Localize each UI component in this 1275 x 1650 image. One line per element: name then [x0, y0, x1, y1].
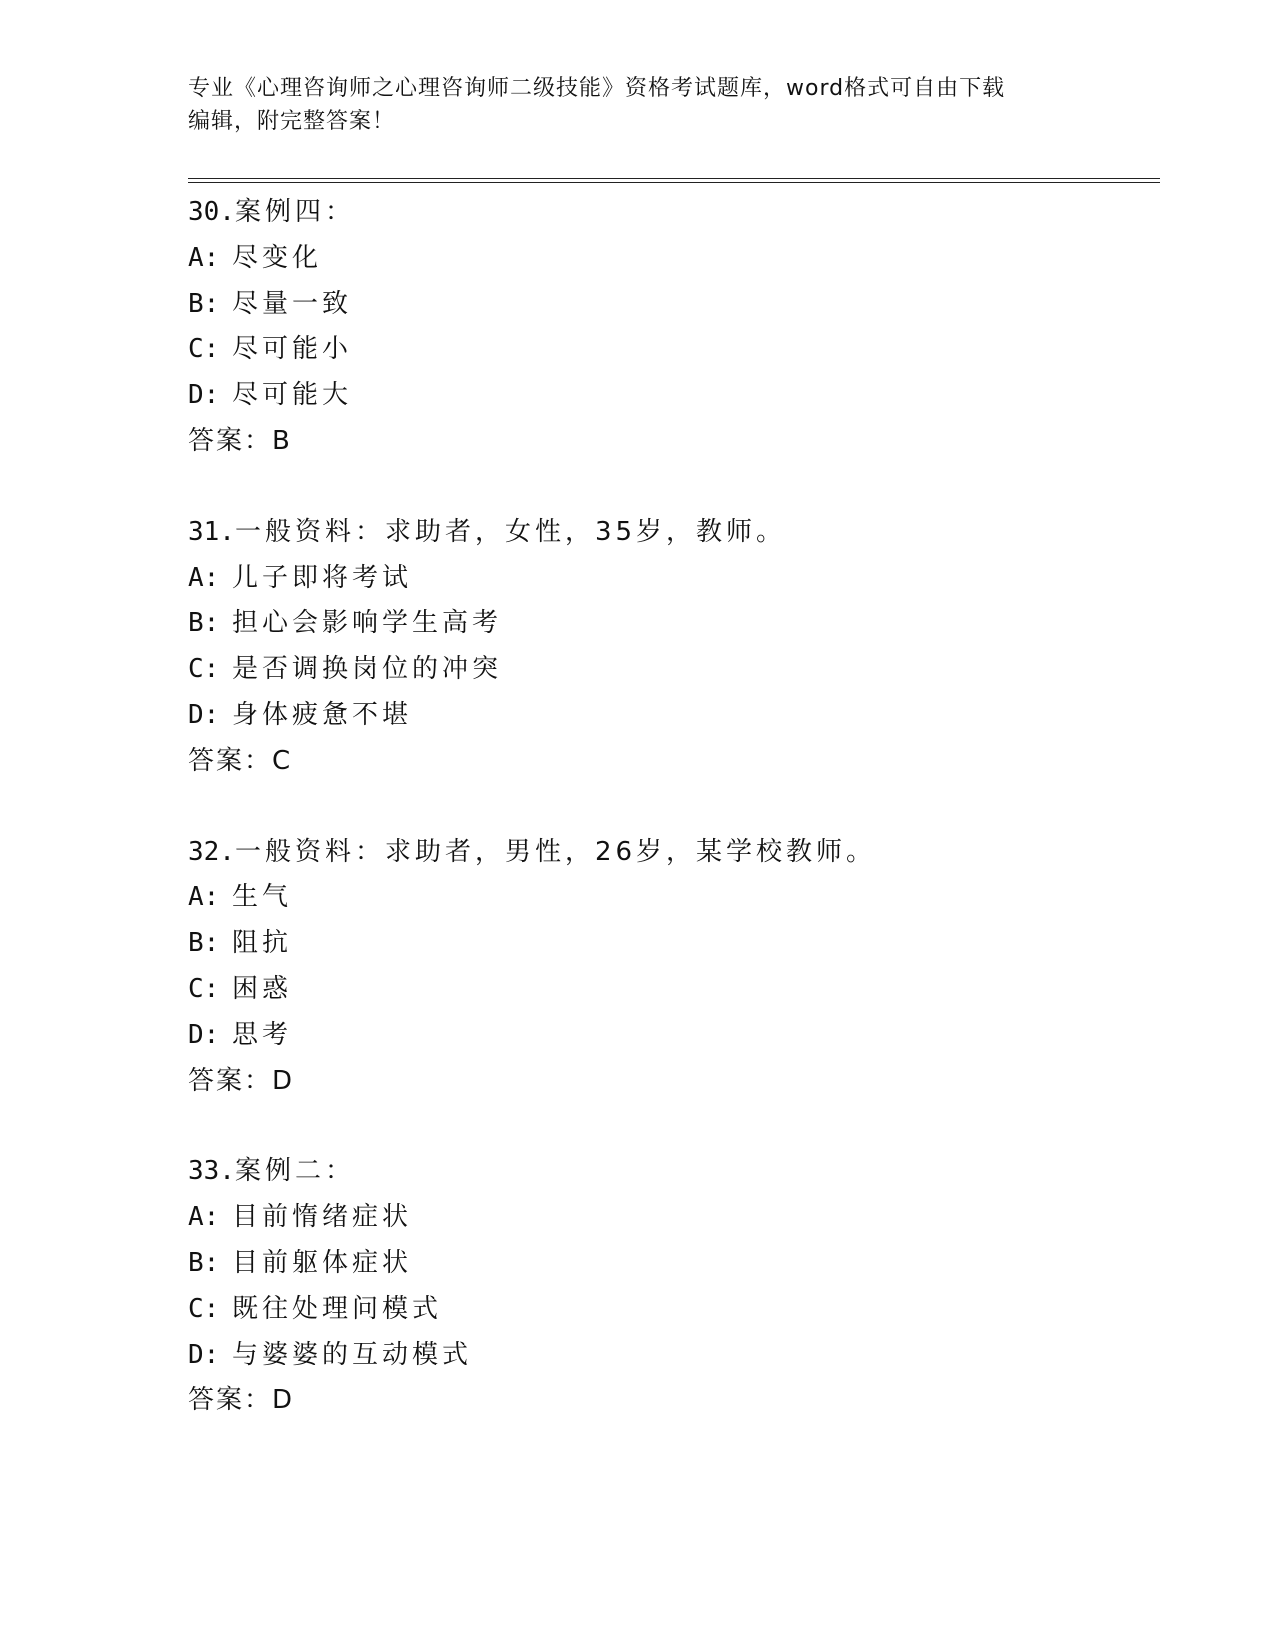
option-letter: A: — [188, 882, 220, 913]
option-c — [188, 647, 1158, 693]
option-b — [188, 282, 1158, 328]
option-d — [188, 373, 1158, 419]
spacer — [188, 1104, 1158, 1149]
option-text: 目前躯体症状 — [232, 1247, 413, 1278]
question-33 — [188, 1149, 1158, 1424]
option-d — [188, 693, 1158, 739]
option-letter: D: — [188, 380, 220, 411]
option-letter: B: — [188, 608, 220, 639]
option-letter: B: — [188, 928, 220, 959]
option-text: 儿子即将考试 — [232, 562, 413, 593]
option-c — [188, 967, 1158, 1013]
question-stem — [188, 1149, 1158, 1195]
option-text: 生气 — [232, 882, 293, 913]
option-b — [188, 601, 1158, 647]
option-text: 既往处理问模式 — [232, 1293, 443, 1324]
option-letter: C: — [188, 654, 220, 685]
option-d — [188, 1013, 1158, 1059]
option-a — [188, 236, 1158, 282]
option-a — [188, 875, 1158, 921]
header-divider — [188, 178, 1160, 183]
header-line-2: 编辑，附完整答案！ — [188, 109, 396, 134]
option-c — [188, 1287, 1158, 1333]
answer-line: 答案：C — [188, 745, 293, 776]
option-text: 尽变化 — [232, 242, 323, 273]
header-line-1: 专业《心理咨询师之心理咨询师二级技能》资格考试题库，word格式可自由下载 — [188, 76, 1006, 101]
question-text: 案例四： — [234, 197, 355, 227]
option-c — [188, 327, 1158, 373]
document-header — [188, 72, 1088, 138]
question-number: 33. — [188, 1156, 235, 1187]
option-text: 思考 — [232, 1019, 293, 1050]
spacer — [188, 785, 1158, 830]
question-text: 一般资料：求助者，男性，26岁，某学校教师。 — [234, 836, 877, 867]
option-text: 困惑 — [232, 973, 293, 1004]
option-letter: D: — [188, 699, 220, 730]
option-d — [188, 1333, 1158, 1379]
option-text: 身体疲惫不堪 — [232, 699, 413, 730]
question-32 — [188, 830, 1158, 1105]
question-text: 一般资料：求助者，女性，35岁，教师。 — [234, 516, 787, 547]
question-stem — [188, 190, 1158, 236]
question-text: 案例二： — [234, 1156, 355, 1187]
option-text: 尽可能大 — [232, 380, 353, 411]
option-b — [188, 921, 1158, 967]
question-number: 30. — [188, 197, 235, 227]
option-a — [188, 556, 1158, 602]
option-a — [188, 1195, 1158, 1241]
option-text: 是否调换岗位的冲突 — [232, 654, 503, 685]
option-text: 尽可能小 — [232, 334, 353, 365]
option-letter: A: — [188, 562, 220, 593]
option-letter: D: — [188, 1339, 220, 1370]
question-number: 32. — [188, 836, 235, 867]
option-text: 担心会影响学生高考 — [232, 608, 503, 639]
question-stem — [188, 830, 1158, 876]
question-30 — [188, 190, 1158, 465]
question-31 — [188, 510, 1158, 785]
option-letter: C: — [188, 334, 220, 365]
answer-line: 答案：D — [188, 1065, 295, 1096]
option-text: 阻抗 — [232, 928, 293, 959]
option-letter: D: — [188, 1019, 220, 1050]
option-b — [188, 1241, 1158, 1287]
option-letter: A: — [188, 242, 220, 273]
option-text: 目前惰绪症状 — [232, 1202, 413, 1233]
question-stem — [188, 510, 1158, 556]
option-letter: C: — [188, 1293, 220, 1324]
option-letter: C: — [188, 973, 220, 1004]
question-list — [188, 190, 1158, 1424]
option-letter: B: — [188, 288, 220, 319]
question-number: 31. — [188, 516, 235, 547]
option-letter: A: — [188, 1202, 220, 1233]
option-letter: B: — [188, 1247, 220, 1278]
answer-line: 答案：D — [188, 1385, 295, 1416]
option-text: 尽量一致 — [232, 288, 353, 319]
spacer — [188, 465, 1158, 510]
answer-line: 答案：B — [188, 425, 292, 456]
option-text: 与婆婆的互动模式 — [232, 1339, 473, 1370]
